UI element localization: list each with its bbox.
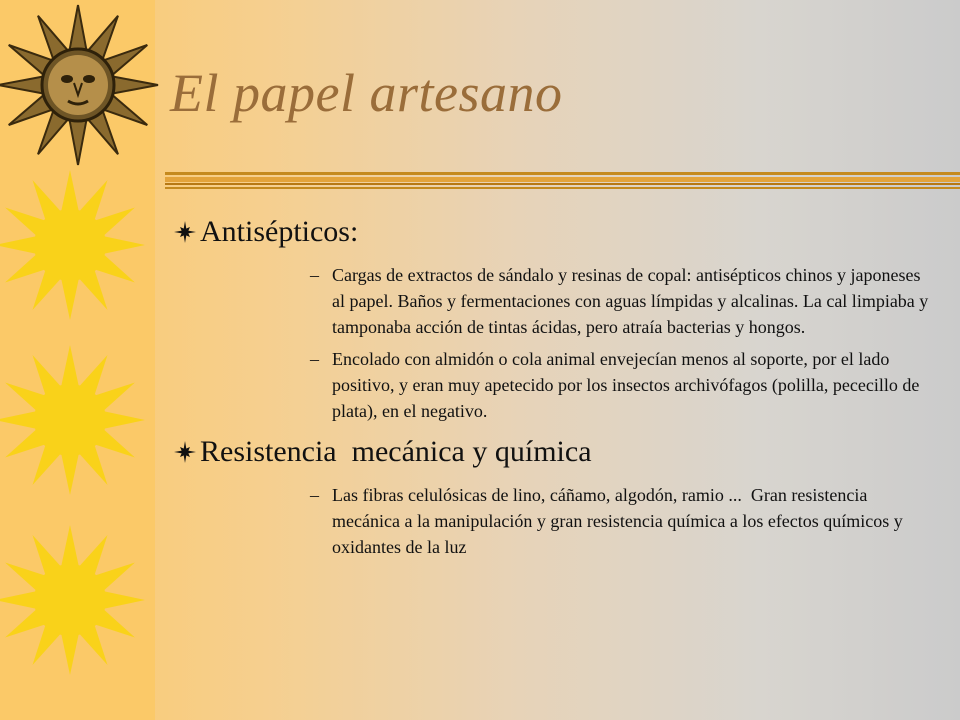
sub-bullet-text: Cargas de extractos de sándalo y resinas de copal: antisépticos chinos y japoneses al papel. Baños y fermentaciones con aguas límpidas y alcalinas. La cal limpiaba y tamponaba acción de tintas ácidas, pero atraía bacterias y hongos. (332, 265, 929, 338)
dash-marker: – (310, 265, 319, 285)
bullet-heading (170, 435, 950, 468)
section-resistencia (170, 435, 950, 560)
title-divider (165, 172, 960, 190)
sub-bullet-text: Las fibras celulósicas de lino, cáñamo, algodón, ramio ... Gran resistencia mecánica a la manipulación y gran resistencia química a los efectos químicos y oxidantes de la luz (332, 484, 908, 557)
sun-ray-decoration (0, 170, 145, 675)
sub-bullet-list (170, 262, 950, 425)
dash-marker: – (310, 349, 319, 370)
slide-content (170, 215, 950, 566)
dash-marker: – (310, 484, 319, 505)
sub-bullet-list (170, 482, 950, 560)
sub-bullet-item (170, 482, 950, 560)
star-bullet-icon (170, 440, 200, 464)
section-heading: Antisépticos: (200, 215, 359, 248)
slide-title: El papel artesano (170, 63, 563, 123)
bullet-heading (170, 215, 950, 248)
sub-bullet-item (170, 346, 950, 424)
section-heading: Resistencia mecánica y química (200, 434, 592, 468)
star-bullet-icon (170, 220, 200, 244)
sun-decoration (0, 0, 160, 720)
section-antisepticos (170, 215, 950, 425)
sub-bullet-item (170, 262, 950, 340)
sub-bullet-text: Encolado con almidón o cola animal envejecían menos al soporte, por el lado positivo, y eran muy apetecido por los insectos archivófagos (polilla, pececillo de plata), en el negativo. (332, 349, 920, 422)
sun-face-icon (0, 5, 158, 165)
